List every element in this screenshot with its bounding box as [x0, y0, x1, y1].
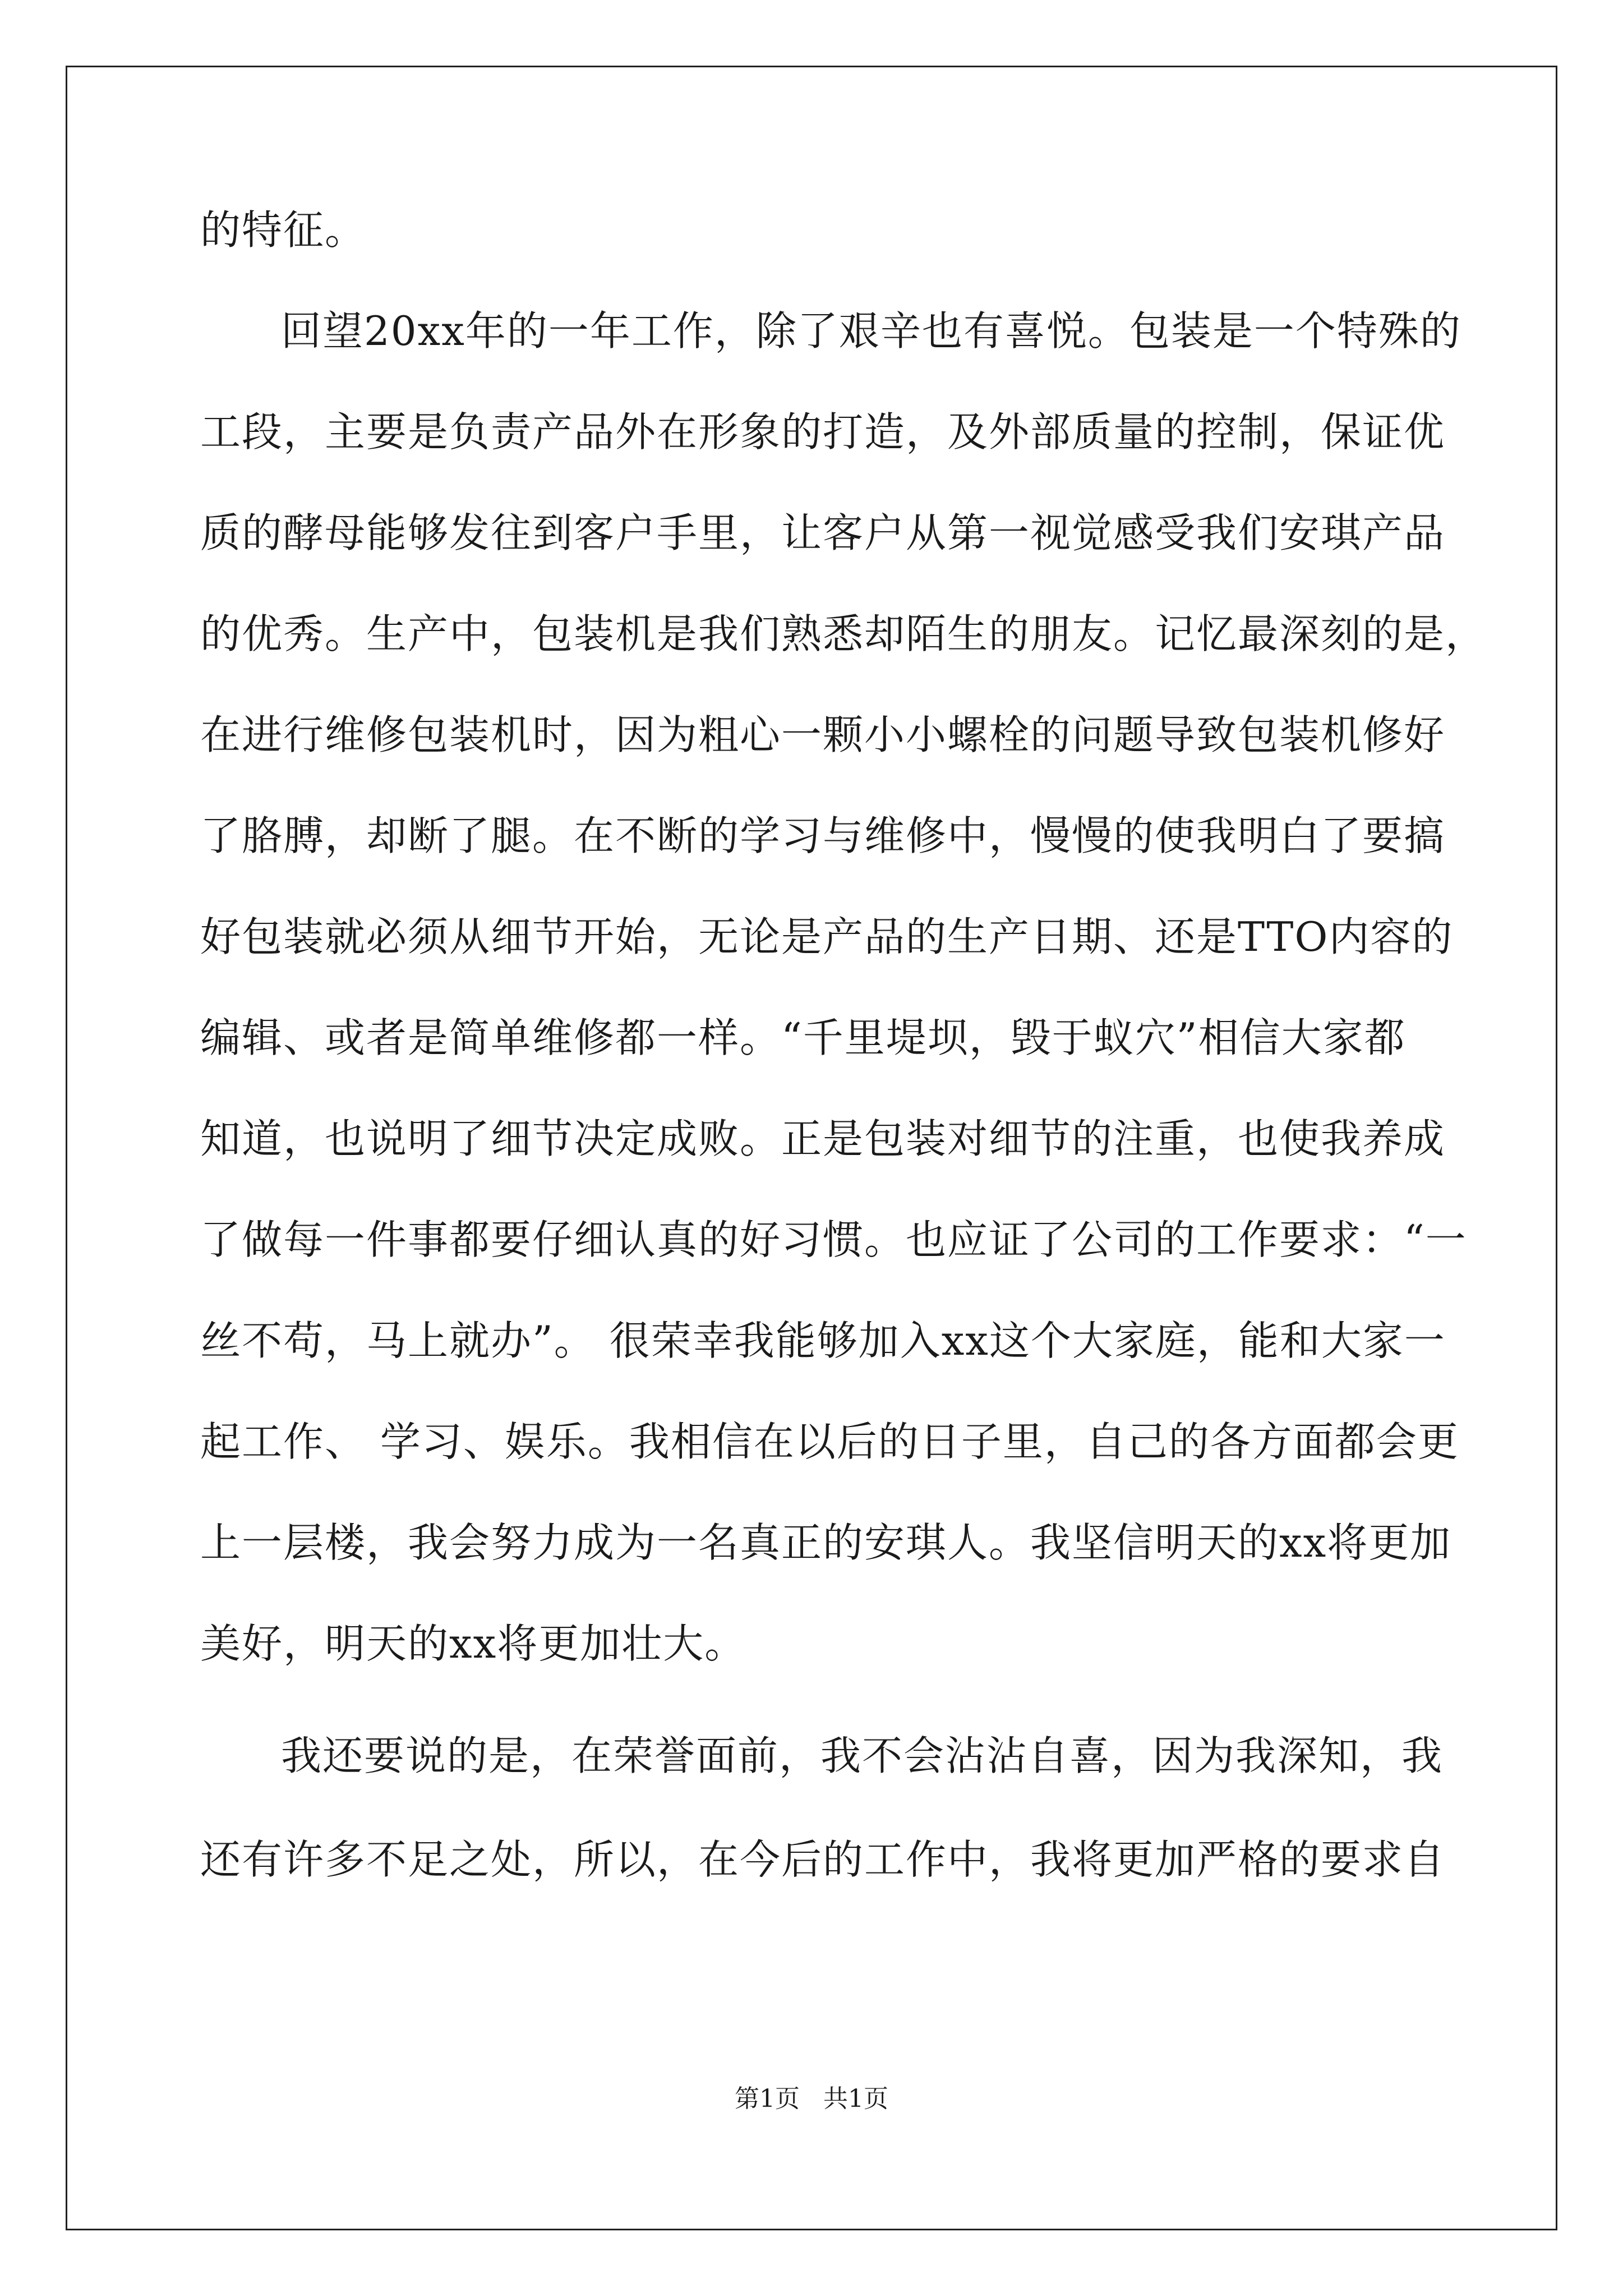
text-line: 编辑、或者是简单维修都一样。“千里堤坝，毁于蚁穴”相信大家都 [200, 1014, 1406, 1061]
text-line: 丝不苟，马上就办”。 很荣幸我能够加入xx这个大家庭，能和大家一 [200, 1317, 1446, 1364]
text-line: 回望20xx年的一年工作，除了艰辛也有喜悦。包装是一个特殊的 [281, 307, 1461, 355]
text-line: 质的酵母能够发往到客户手里，让客户从第一视觉感受我们安琪产品 [200, 509, 1446, 556]
text-line: 我还要说的是，在荣誉面前，我不会沾沾自喜，因为我深知，我 [281, 1732, 1444, 1779]
text-line: 好包装就必须从细节开始，无论是产品的生产日期、还是TTO内容的 [200, 913, 1454, 960]
text-line: 在进行维修包装机时，因为粗心一颗小小螺栓的问题导致包装机修好 [200, 711, 1446, 758]
page-number: 第1页 共1页 [735, 2085, 888, 2113]
text-line: 的特征。 [200, 206, 367, 254]
text-line: 起工作、 学习、娱乐。我相信在以后的日子里，自己的各方面都会更 [200, 1418, 1459, 1465]
text-line: 的优秀。生产中，包装机是我们熟悉却陌生的朋友。记忆最深刻的是， [200, 610, 1487, 657]
text-line: 还有许多不足之处，所以，在今后的工作中，我将更加严格的要求自 [200, 1836, 1446, 1883]
text-line: 了胳膊，却断了腿。在不断的学习与维修中，慢慢的使我明白了要搞 [200, 812, 1446, 859]
text-line: 上一层楼，我会努力成为一名真正的安琪人。我坚信明天的xx将更加 [200, 1519, 1452, 1566]
text-line: 美好，明天的xx将更加壮大。 [200, 1620, 746, 1667]
text-line: 知道，也说明了细节决定成败。正是包装对细节的注重，也使我养成 [200, 1115, 1446, 1162]
text-line: 了做每一件事都要仔细认真的好习惯。也应证了公司的工作要求：“一 [200, 1216, 1467, 1263]
text-line: 工段，主要是负责产品外在形象的打造，及外部质量的控制，保证优 [200, 408, 1446, 455]
